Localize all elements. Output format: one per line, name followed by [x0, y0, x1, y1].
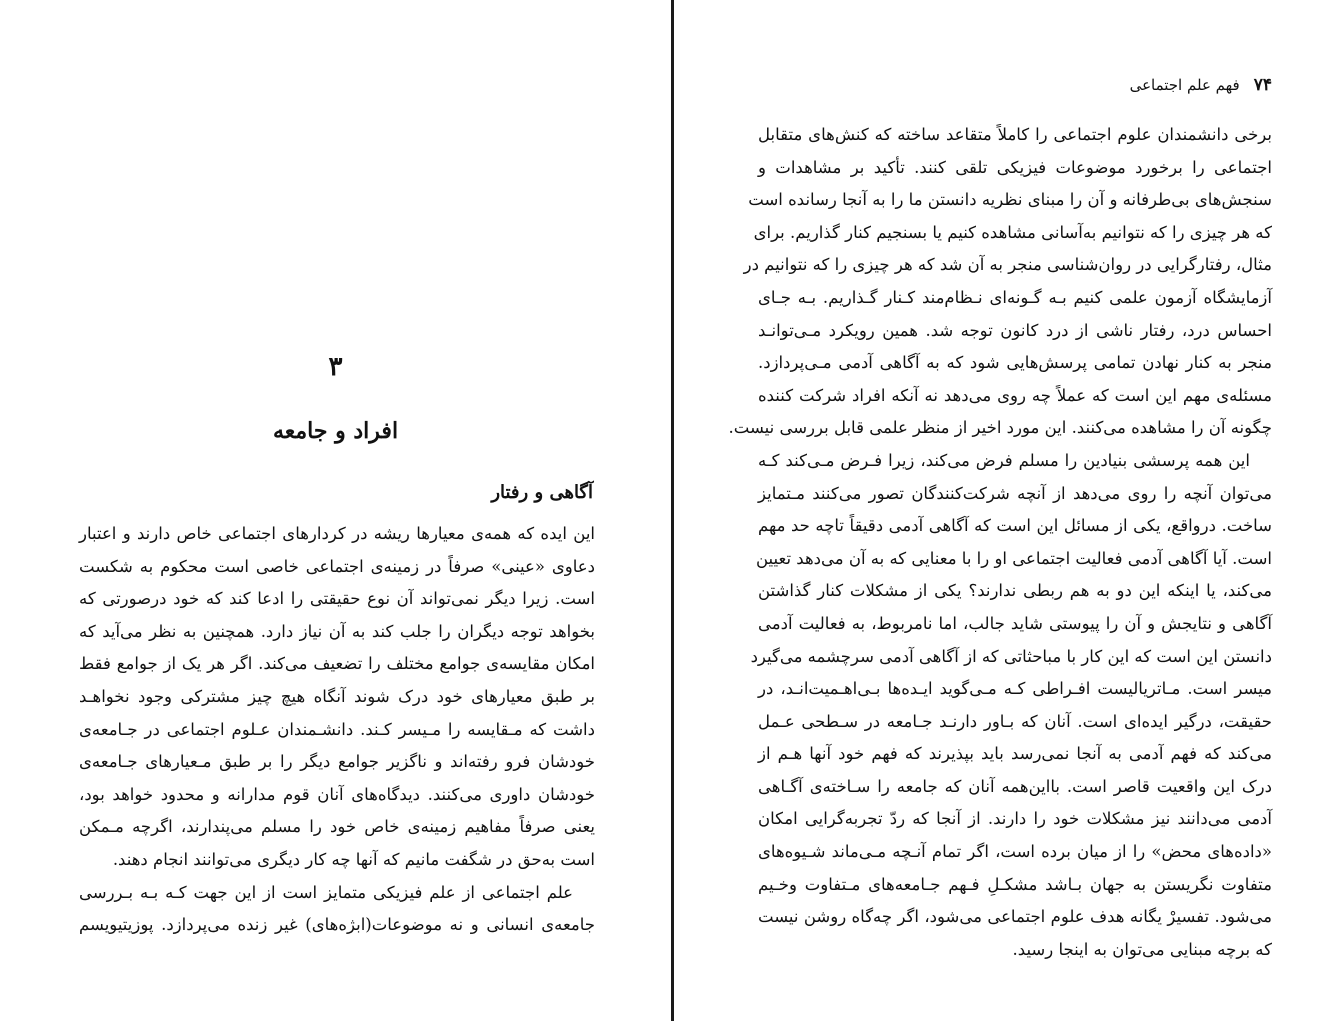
text-line: که هر چیزی را که نتوانیم به‌آسانی مشاهده کنیم یا بسنجیم کنار گذاریم. برای	[753, 222, 1272, 242]
text-line: که برچه مبنایی می‌توان به اینجا رسید.	[1012, 939, 1272, 959]
text-line: جامعه‌ی انسانی و نه موضوعات(ابژه‌های) غیر زنده می‌پردازد. پوزیتیویسم	[79, 915, 595, 935]
text-line: سنجش‌های بی‌طرفانه و آن را مبنای نظریه دانستن ما را به آنجا رسانده است	[748, 190, 1272, 210]
running-head-title: فهم علم اجتماعی	[1129, 76, 1240, 94]
text-line: این همه پرسشی بنیادین را مسلم فرض می‌کند، زیرا فـرض مـی‌کند کـه	[758, 450, 1250, 470]
text-line: امکان مقایسه‌ی جوامع مختلف را تضعیف می‌کند. اگر هر یک از جوامع فقط	[79, 654, 595, 674]
page-number: ۷۴	[1253, 75, 1272, 95]
text-line: است. زیرا دیگر نمی‌تواند آن نوع حقیقتی را ادعا کند که خود درصورتی که	[79, 589, 595, 609]
text-line: آگاهی و نتایجش و آن را پیوستی شاید جالب، اما نامربوط، به فعالیت آدمی	[758, 613, 1272, 633]
text-line: داشت که مـقایسه را مـیسر کـند. دانشـمندان عـلوم اجتماعی در جـامعه‌ی	[79, 719, 595, 739]
text-line: است به‌حق در شگفت مانیم که آنها چه کار دیگری می‌توانند انجام دهند.	[112, 849, 595, 869]
right-page-body	[728, 119, 1272, 966]
text-line: میسر است. مـاتریالیست افـراطی کـه مـی‌گوید ایـده‌ها بـی‌اهـمیت‌انـد، در	[758, 679, 1272, 699]
text-line: «داده‌های محض» را از میان برده است، اگر تمام آنـچه مـی‌ماند شـیوه‌های	[758, 842, 1272, 862]
text-line: خودشان داوری می‌کنند. دیدگاه‌های آنان قوم مدارانه و محدود خواهد بود،	[79, 784, 595, 804]
text-line: منجر به کنار نهادن تمامی پرسش‌هایی شود که به آگاهی آدمی مـی‌پردازد.	[758, 353, 1272, 373]
left-page-body	[79, 518, 595, 942]
text-line: علم اجتماعی از علم فیزیکی متمایز است از این جهت کـه بـه بـررسی	[79, 882, 573, 902]
text-line: آدمی می‌دانند نیز مشکلات خود را دارند. از آنجا که ردّ تجربه‌گرایی امکان	[758, 809, 1272, 829]
text-line: خودشان فرو رفته‌اند و ناگزیر جوامع دیگر را بر طبق مـعیارهای جـامعه‌ی	[79, 752, 595, 772]
text-line: می‌کند که فهم آدمی به آنجا نمی‌رسد باید بپذیرند که فهم خود آنها هـم از	[758, 744, 1272, 764]
text-line: مسئله‌ی مهم این است که عملاً چه روی می‌دهد نه آنکه افراد شرکت کننده	[758, 385, 1272, 405]
running-header	[1130, 72, 1272, 98]
text-line: آزمایشگاه آزمون علمی کنیم بـه گـونه‌ای نـظام‌مند کـنار گـذاریم. بـه جـای	[758, 287, 1272, 307]
text-line: این ایده که همه‌ی معیارها ریشه در کردارهای اجتماعی خاص دارند و اعتبار	[79, 524, 595, 543]
text-line: است. آیا آگاهی آدمی فعالیت اجتماعی او را با معنایی که به آن می‌دهد تعیین	[755, 548, 1272, 568]
text-line: حقیقت، درگیر ایده‌ای است. آنان که بـاور دارنـد جـامعه در سـطحی عـمل	[758, 711, 1272, 731]
text-line: متفاوت نگریستن به جهان بـاشد مشکـلِ فـهم جـامعه‌های مـتفاوت وخـیم	[758, 874, 1272, 894]
text-line: می‌توان آنچه را روی می‌دهد از آنچه شرکت‌کنندگان تصور می‌کنند مـتمایز	[758, 483, 1272, 503]
text-line: می‌شود. تفسیرْ یگانه هدف علوم اجتماعی می‌شود، اگر چه‌گاه روشن نیست	[758, 907, 1272, 927]
text-line: چگونه آن را مشاهده می‌کنند. این مورد اخیر از منظر علمی قابل بررسی نیست.	[728, 418, 1272, 438]
right-page	[674, 0, 1344, 1021]
text-line: اجتماعی را برخورد موضوعات فیزیکی تلقی کنند. تأکید بر مشاهدات و	[758, 157, 1272, 177]
text-line: دانستن این است که این کار با مباحثاتی که از آگاهی آدمی سرچشمه می‌گیرد	[750, 646, 1272, 666]
text-line: بر طبق معیارهای خود درک شوند آنگاه هیچ چیز مشترکی وجود نخواهـد	[79, 686, 595, 706]
section-title: آگاهی و رفتار	[491, 482, 593, 503]
text-line: احساس درد، رفتار ناشی از درد کانون توجه شد. همین رویکرد مـی‌توانـد	[758, 320, 1272, 340]
text-line: یعنی صرفاً مفاهیم زمینه‌ی خاص خود را مسلم می‌پندارند، اگرچه مـمکن	[79, 817, 595, 837]
left-page	[0, 0, 671, 1021]
chapter-title: افراد و جامعه	[272, 418, 399, 444]
text-line: برخی دانشمندان علوم اجتماعی را کاملاً متقاعد ساخته که کنش‌های متقابل	[758, 125, 1272, 144]
text-line: درک این واقعیت قاصر است. بااین‌همه آنان که جامعه را سـاخته‌ی آگـاهی	[758, 776, 1272, 796]
chapter-number: ۳	[328, 352, 343, 382]
text-line: بخواهد توجه دیگران را جلب کند به آن نیاز دارد. همچنین به نظر می‌آید که	[79, 621, 595, 641]
text-line: دعاوی «عینی» صرفاً در زمینه‌ی اجتماعی خاصی است محکوم به شکست	[79, 556, 595, 576]
text-line: می‌کند، یا اینکه این دو به هم ربطی ندارند؟ یکی از مشکلات کنار گذاشتن	[758, 581, 1272, 601]
text-line: مثال، رفتارگرایی در روان‌شناسی منجر به آن شد که هر چیزی را که نتوانیم در	[743, 255, 1272, 275]
text-line: ساخت. درواقع، یکی از مسائل این است که آگاهی آدمی دقیقاً تاچه حد مهم	[758, 516, 1272, 536]
